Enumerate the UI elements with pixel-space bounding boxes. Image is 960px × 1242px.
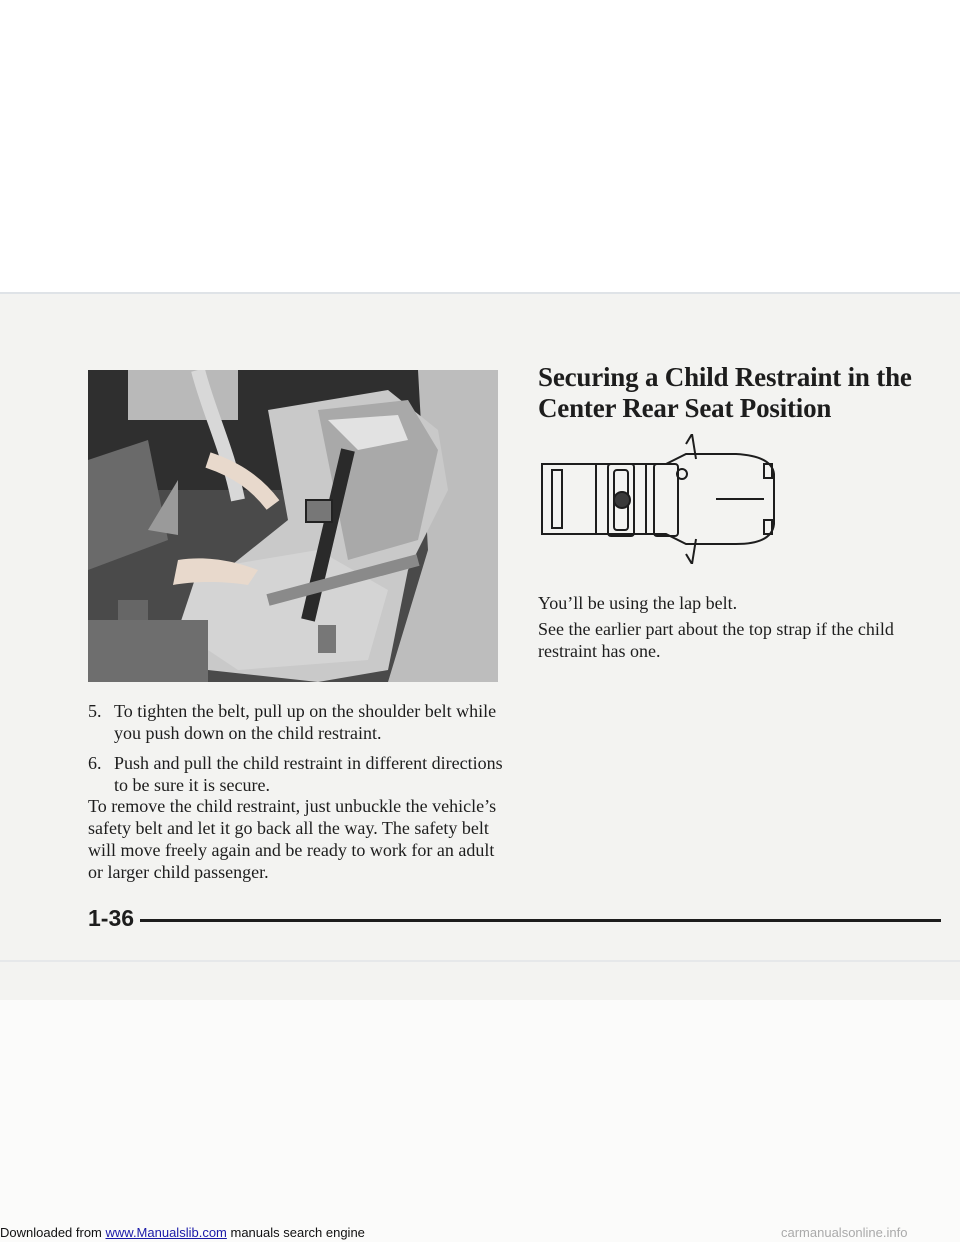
top-strap-note: See the earlier part about the top strap if the child restraint has one. — [538, 619, 894, 661]
page-rule — [140, 919, 941, 922]
step-text: Push and pull the child restraint in different directions to be sure it is secure. — [114, 753, 503, 795]
footer-prefix: Downloaded from — [0, 1225, 106, 1240]
vehicle-seat-diagram — [536, 434, 786, 564]
footer-suffix: manuals search engine — [226, 1225, 365, 1240]
child-seat-illustration — [88, 370, 498, 682]
step-item — [88, 700, 508, 744]
download-footer — [0, 1225, 365, 1240]
manualslib-link[interactable]: www.Manualslib.com — [105, 1225, 227, 1240]
step-text: To tighten the belt, pull up on the shoulder belt while you push down on the child restraint. — [114, 701, 497, 743]
lap-belt-note: You’ll be using the lap belt. — [538, 593, 738, 613]
remove-restraint-paragraph: To remove the child restraint, just unbuckle the vehicle’s safety belt and let it go back all the way. The safety belt will move freely again and be ready to work for an adult or larger child passenger. — [88, 796, 497, 882]
instruction-steps — [88, 700, 508, 804]
step-number: 5. — [88, 701, 102, 721]
step-number: 6. — [88, 753, 102, 773]
page-number: 1-36 — [88, 905, 135, 931]
step-item — [88, 752, 508, 796]
scan-edge-bottom — [0, 960, 960, 962]
top-margin — [0, 0, 960, 292]
watermark-text: carmanualsonline.info — [781, 1225, 908, 1240]
section-heading: Securing a Child Restraint in the Center Rear Seat Position — [538, 362, 912, 423]
